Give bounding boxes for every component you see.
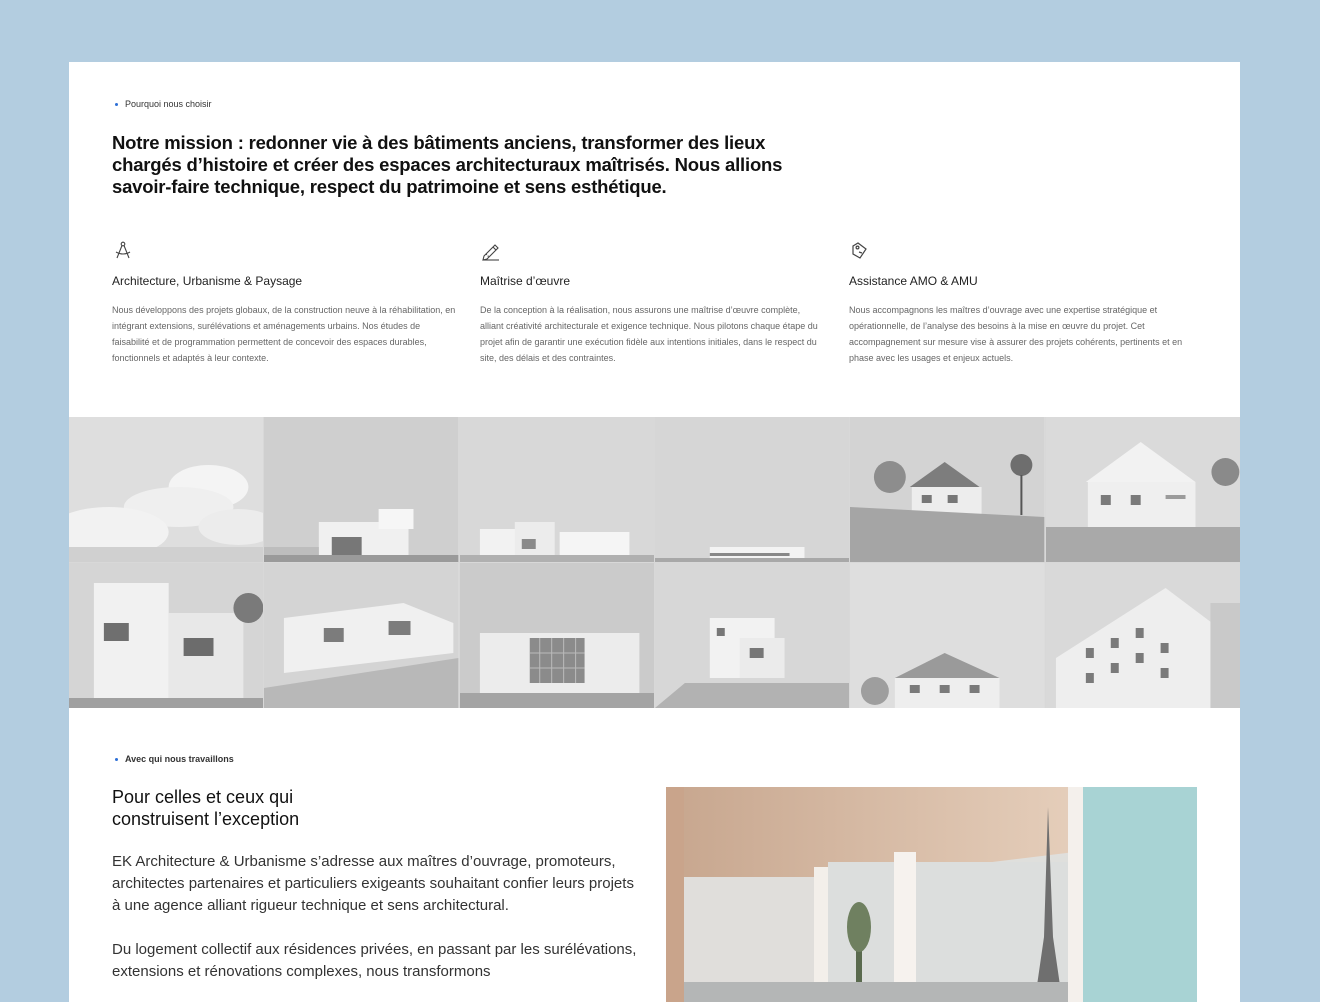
gallery-image-sloped-villa[interactable] (264, 563, 458, 708)
bullet-dot (115, 103, 118, 106)
gallery-image-white-cube-house[interactable] (69, 563, 263, 708)
section-eyebrow-clients (115, 754, 234, 764)
gallery-image-glass-facade[interactable] (460, 563, 654, 708)
gallery-image-clouds[interactable] (69, 417, 263, 562)
service-architecture (112, 240, 457, 366)
clients-heading: Pour celles et ceux qui construisent l’exception (112, 787, 300, 829)
service-title: Maîtrise d’œuvre (480, 274, 571, 288)
service-assistance (849, 240, 1194, 366)
gallery-image-modern-villa[interactable] (264, 417, 458, 562)
service-description: De la conception à la réalisation, nous assurons une maîtrise d’œuvre complète, alliant créativité architecturale et exigence technique. Nous pilotons chaque étape du projet afin de garantir une exécution fidèle aux intentions initiales, dans le respect du site, des délais et des contraintes. (480, 305, 818, 363)
gallery-image-townhouse[interactable] (850, 563, 1044, 708)
gallery-image-white-houses[interactable] (460, 417, 654, 562)
gallery-image-sky[interactable] (655, 417, 849, 562)
clients-paragraph-2: Du logement collectif aux résidences privées, en passant par les surélévations, extensions et rénovations complexes, nous transformons (112, 941, 637, 980)
gallery-image-cubic-house[interactable] (655, 563, 849, 708)
gallery-image-residential-street[interactable] (850, 417, 1044, 562)
section-eyebrow-why-us (115, 99, 212, 109)
pencil-icon (480, 240, 502, 262)
eyebrow-label: Pourquoi nous choisir (125, 99, 212, 109)
page-card (69, 62, 1240, 1002)
interior-eiffel-photo (666, 787, 1197, 1002)
bullet-dot (115, 758, 118, 761)
project-gallery (69, 417, 1240, 708)
eyebrow-label: Avec qui nous travaillons (125, 754, 234, 764)
service-description: Nous développons des projets globaux, de la construction neuve à la réhabilitation, en intégrant extensions, surélévations et aménagements urbains. Nos études de faisabilité et de programmation permettent de concevoir des espaces durables, fonctionnels et adaptés à leur contexte. (112, 305, 456, 363)
tag-icon (849, 240, 871, 262)
service-title: Architecture, Urbanisme & Paysage (112, 274, 303, 288)
service-maitrise-oeuvre (480, 240, 825, 366)
compass-icon (112, 240, 134, 262)
clients-paragraph-1: EK Architecture & Urbanisme s’adresse aux maîtres d’ouvrage, promoteurs, architectes partenaires et particuliers exigeants souhaitant confier leurs projets à une agence alliant rigueur technique et sens architectural. (112, 853, 634, 914)
service-title: Assistance AMO & AMU (849, 274, 978, 288)
mission-headline: Notre mission : redonner vie à des bâtiments anciens, transformer des lieux chargés d’histoire et créer des espaces architecturaux maîtrisés. Nous allions savoir-faire technique, respect du patrimoine et sens esthétique. (112, 132, 783, 197)
gallery-image-house-balconies[interactable] (1046, 417, 1240, 562)
gallery-image-apartment-building[interactable] (1046, 563, 1240, 708)
service-description: Nous accompagnons les maîtres d’ouvrage avec une expertise stratégique et opérationnelle, de l’analyse des besoins à la mise en œuvre du projet. Cet accompagnement sur mesure vise à assurer des projets cohérents, pertinents et en phase avec les usages et enjeux actuels. (849, 305, 1183, 363)
